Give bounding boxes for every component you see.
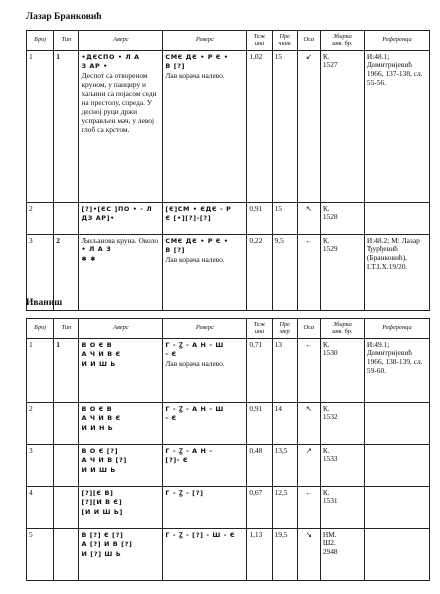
column-header-line: Теж bbox=[253, 32, 266, 40]
column-header-line: Збирка bbox=[332, 320, 352, 328]
obverse-inscription: ДЗ АР]• bbox=[81, 214, 115, 223]
table-row bbox=[27, 339, 430, 403]
diameter-value: 13 bbox=[272, 339, 297, 403]
reverse-inscription: СМЄ ДЄ • Р Є • bbox=[165, 236, 229, 245]
obverse-inscription: В О Є В bbox=[81, 340, 113, 349]
obverse-description: Љиљанова круна. Около bbox=[81, 235, 159, 245]
column-header-line: чник bbox=[278, 39, 291, 47]
reverse-cell bbox=[163, 403, 247, 445]
table-lazar bbox=[26, 30, 430, 311]
reverse-inscription: В [?] bbox=[165, 62, 186, 71]
diameter-value: 15 bbox=[272, 203, 297, 235]
obverse-inscription: [?][Є В] bbox=[81, 488, 114, 497]
axis-arrow-icon: ↙ bbox=[297, 51, 320, 203]
weight-value: 0,67 bbox=[247, 487, 272, 529]
section-title-lazar: Лазар Бранковић bbox=[26, 12, 102, 22]
reference-cell bbox=[364, 529, 429, 581]
header-row bbox=[27, 31, 430, 51]
table-row bbox=[27, 235, 430, 311]
diameter-value: 19,5 bbox=[272, 529, 297, 581]
coin-type: 2 bbox=[54, 235, 79, 311]
row-number: 1 bbox=[27, 339, 54, 403]
obverse-inscription: А [?] И В [?] bbox=[81, 540, 133, 549]
axis-arrow-icon: ↖ bbox=[297, 403, 320, 445]
table-row bbox=[27, 529, 430, 581]
column-header-line: Збирка bbox=[332, 32, 352, 40]
table-row bbox=[27, 487, 430, 529]
obverse-inscription: И И Ш Ь bbox=[81, 466, 116, 475]
collection-line: К. bbox=[322, 203, 330, 213]
collection-line: К. bbox=[322, 487, 330, 497]
diameter-value: 13,5 bbox=[272, 445, 297, 487]
reference-cell bbox=[364, 403, 429, 445]
obverse-inscription: И [?] Ш Ь bbox=[81, 550, 122, 559]
axis-arrow-icon: ↘ bbox=[297, 529, 320, 581]
collection-line: 1531 bbox=[322, 496, 338, 506]
reverse-inscription: СМЄ ДЄ • Р Є • bbox=[165, 52, 229, 61]
row-number: 2 bbox=[27, 203, 54, 235]
column-header-line: ина bbox=[254, 327, 265, 335]
reverse-inscription: [?]- Є bbox=[165, 456, 189, 465]
obverse-cell bbox=[79, 51, 163, 203]
reverse-inscription: Г - Ꙁ - А Н - bbox=[165, 446, 213, 455]
table-row bbox=[27, 51, 430, 203]
obverse-inscription: ✱ ✱ bbox=[81, 255, 97, 264]
collection-line: Ш2. bbox=[322, 538, 336, 548]
row-number: 4 bbox=[27, 487, 54, 529]
reverse-inscription: - Є bbox=[165, 414, 177, 423]
reverse-description: Лав корача налево. bbox=[165, 255, 225, 265]
collection-line: 1533 bbox=[322, 454, 338, 464]
reverse-inscription: Г - Ꙁ - А Н - Ш bbox=[165, 340, 224, 349]
coin-type bbox=[54, 203, 79, 235]
collection-number bbox=[320, 529, 364, 581]
reverse-cell bbox=[163, 529, 247, 581]
column-header: Аверс bbox=[79, 31, 163, 51]
collection-number bbox=[320, 403, 364, 445]
table-row bbox=[27, 403, 430, 445]
reverse-inscription: В [?] bbox=[165, 246, 186, 255]
coin-type bbox=[54, 529, 79, 581]
axis-arrow-icon: ← bbox=[297, 339, 320, 403]
reverse-cell bbox=[163, 203, 247, 235]
reverse-cell bbox=[163, 235, 247, 311]
column-header-line: инв. бр. bbox=[332, 327, 353, 335]
axis-arrow-icon: ← bbox=[297, 235, 320, 311]
row-number: 3 bbox=[27, 445, 54, 487]
weight-value: 0,48 bbox=[247, 445, 272, 487]
collection-line: К. bbox=[322, 445, 330, 455]
weight-value: 1,02 bbox=[247, 51, 272, 203]
obverse-cell bbox=[79, 403, 163, 445]
header-row bbox=[27, 319, 430, 339]
collection-number bbox=[320, 203, 364, 235]
reverse-cell bbox=[163, 51, 247, 203]
diameter-value: 12,5 bbox=[272, 487, 297, 529]
reference-cell: И:48.2; М: Лазар Ђурђевић (Бранковић), I.T.LX.19/20. bbox=[364, 235, 429, 311]
column-header-line: Пре bbox=[279, 320, 290, 328]
row-number: 2 bbox=[27, 403, 54, 445]
column-header: Број bbox=[27, 31, 54, 51]
diameter-value: 15 bbox=[272, 51, 297, 203]
table-ivanish bbox=[26, 318, 430, 581]
obverse-inscription: В О Є В bbox=[81, 404, 113, 413]
column-header: Тип bbox=[54, 319, 79, 339]
obverse-cell bbox=[79, 203, 163, 235]
reverse-inscription: Г - Ꙁ - А Н - Ш bbox=[165, 404, 224, 413]
column-header: Реверс bbox=[163, 31, 247, 51]
reverse-cell bbox=[163, 445, 247, 487]
weight-value: 0,91 bbox=[247, 203, 272, 235]
column-header-line: Пре bbox=[279, 32, 290, 40]
collection-line: 1527 bbox=[322, 60, 338, 70]
collection-line: К. bbox=[322, 51, 330, 61]
row-number: 1 bbox=[27, 51, 54, 203]
reference-cell bbox=[364, 445, 429, 487]
obverse-inscription: В [?] Є [?] bbox=[81, 530, 124, 539]
column-header-line: ина bbox=[254, 39, 265, 47]
weight-value: 0,71 bbox=[247, 339, 272, 403]
collection-line: 1529 bbox=[322, 244, 338, 254]
table-row bbox=[27, 445, 430, 487]
column-header: Оса bbox=[297, 319, 320, 339]
obverse-inscription: • Л А З bbox=[81, 245, 112, 254]
diameter-value: 14 bbox=[272, 403, 297, 445]
coin-type: 1 bbox=[54, 51, 79, 203]
axis-arrow-icon: ↗ bbox=[297, 445, 320, 487]
obverse-cell bbox=[79, 235, 163, 311]
column-header: Реверс bbox=[163, 319, 247, 339]
collection-number bbox=[320, 445, 364, 487]
reverse-description: Лав корача налево. bbox=[165, 71, 225, 81]
column-header: Референца bbox=[364, 319, 429, 339]
obverse-inscription: [?][И В Є] bbox=[81, 498, 123, 507]
column-header-line: Теж bbox=[253, 320, 266, 328]
column-header: Број bbox=[27, 319, 54, 339]
collection-line: К. bbox=[322, 339, 330, 349]
obverse-inscription: В О Є [?] bbox=[81, 446, 119, 455]
obverse-cell bbox=[79, 529, 163, 581]
reverse-inscription: Є [•][?]-[?] bbox=[165, 214, 212, 223]
reverse-cell bbox=[163, 487, 247, 529]
collection-line: 2948 bbox=[322, 547, 338, 557]
reverse-cell bbox=[163, 339, 247, 403]
obverse-inscription: А Ч И В Є bbox=[81, 414, 121, 423]
collection-number bbox=[320, 487, 364, 529]
column-header: Оса bbox=[297, 31, 320, 51]
obverse-inscription: •ДЄСПО • Л А bbox=[81, 52, 140, 61]
obverse-cell bbox=[79, 487, 163, 529]
row-number: 3 bbox=[27, 235, 54, 311]
section-title-ivanish: Иваниш bbox=[26, 298, 63, 308]
column-header: Референца bbox=[364, 31, 429, 51]
column-header: Тип bbox=[54, 31, 79, 51]
collection-number bbox=[320, 235, 364, 311]
reference-cell: И:49.1; Димитријевић 1966, 138-139, сл. 59-60. bbox=[364, 339, 429, 403]
reverse-description: Лав корача налево. bbox=[165, 359, 225, 369]
reference-cell: И:48.1; Димитријевић 1966, 137-138, сл. 55-56. bbox=[364, 51, 429, 203]
column-header-line: мер bbox=[279, 327, 290, 335]
coin-type bbox=[54, 445, 79, 487]
axis-arrow-icon: ↖ bbox=[297, 203, 320, 235]
obverse-inscription: А Ч И В [?] bbox=[81, 456, 127, 465]
obverse-inscription: [?]•[ЄС ]ПО • - Л bbox=[81, 204, 153, 213]
obverse-inscription: И И Ш Ь bbox=[81, 360, 116, 369]
obverse-cell bbox=[79, 445, 163, 487]
collection-line: НМ. bbox=[322, 529, 337, 539]
column-header bbox=[320, 31, 364, 51]
reference-cell bbox=[364, 203, 429, 235]
row-number: 5 bbox=[27, 529, 54, 581]
obverse-inscription: [И И Ш Ь] bbox=[81, 508, 123, 517]
collection-number bbox=[320, 51, 364, 203]
reverse-inscription: Г - Ꙁ - [?] - Ш - Є bbox=[165, 530, 236, 539]
column-header bbox=[320, 319, 364, 339]
obverse-cell bbox=[79, 339, 163, 403]
diameter-value: 9,5 bbox=[272, 235, 297, 311]
obverse-inscription: И И Н Ь bbox=[81, 424, 114, 433]
column-header-line: инв. бр. bbox=[332, 39, 353, 47]
reverse-inscription: [Є]СМ • ЄДЄ - Р bbox=[165, 204, 232, 213]
collection-line: К. bbox=[322, 403, 330, 413]
weight-value: 0,91 bbox=[247, 403, 272, 445]
obverse-inscription: А Ч И В Є bbox=[81, 350, 121, 359]
reverse-inscription: - Є bbox=[165, 350, 177, 359]
obverse-inscription: З АР • bbox=[81, 62, 108, 71]
column-header bbox=[272, 31, 297, 51]
collection-number bbox=[320, 339, 364, 403]
table-row bbox=[27, 203, 430, 235]
coin-type bbox=[54, 403, 79, 445]
obverse-description: Деспот са отвореном круном, у панциру и хаљини са појасом седи на престолу, спреда. У десној руци држи усправљен мач, у левој глоб са крстом. bbox=[81, 71, 157, 134]
coin-type: 1 bbox=[54, 339, 79, 403]
coin-type bbox=[54, 487, 79, 529]
column-header bbox=[247, 31, 272, 51]
reverse-inscription: Г - Ꙁ - [?] bbox=[165, 488, 204, 497]
axis-arrow-icon: ← bbox=[297, 487, 320, 529]
column-header: Аверс bbox=[79, 319, 163, 339]
column-header bbox=[247, 319, 272, 339]
collection-line: 1532 bbox=[322, 412, 338, 422]
reference-cell bbox=[364, 487, 429, 529]
weight-value: 0,22 bbox=[247, 235, 272, 311]
collection-line: 1528 bbox=[322, 212, 338, 222]
column-header bbox=[272, 319, 297, 339]
collection-line: К. bbox=[322, 235, 330, 245]
weight-value: 1,13 bbox=[247, 529, 272, 581]
collection-line: 1530 bbox=[322, 348, 338, 358]
